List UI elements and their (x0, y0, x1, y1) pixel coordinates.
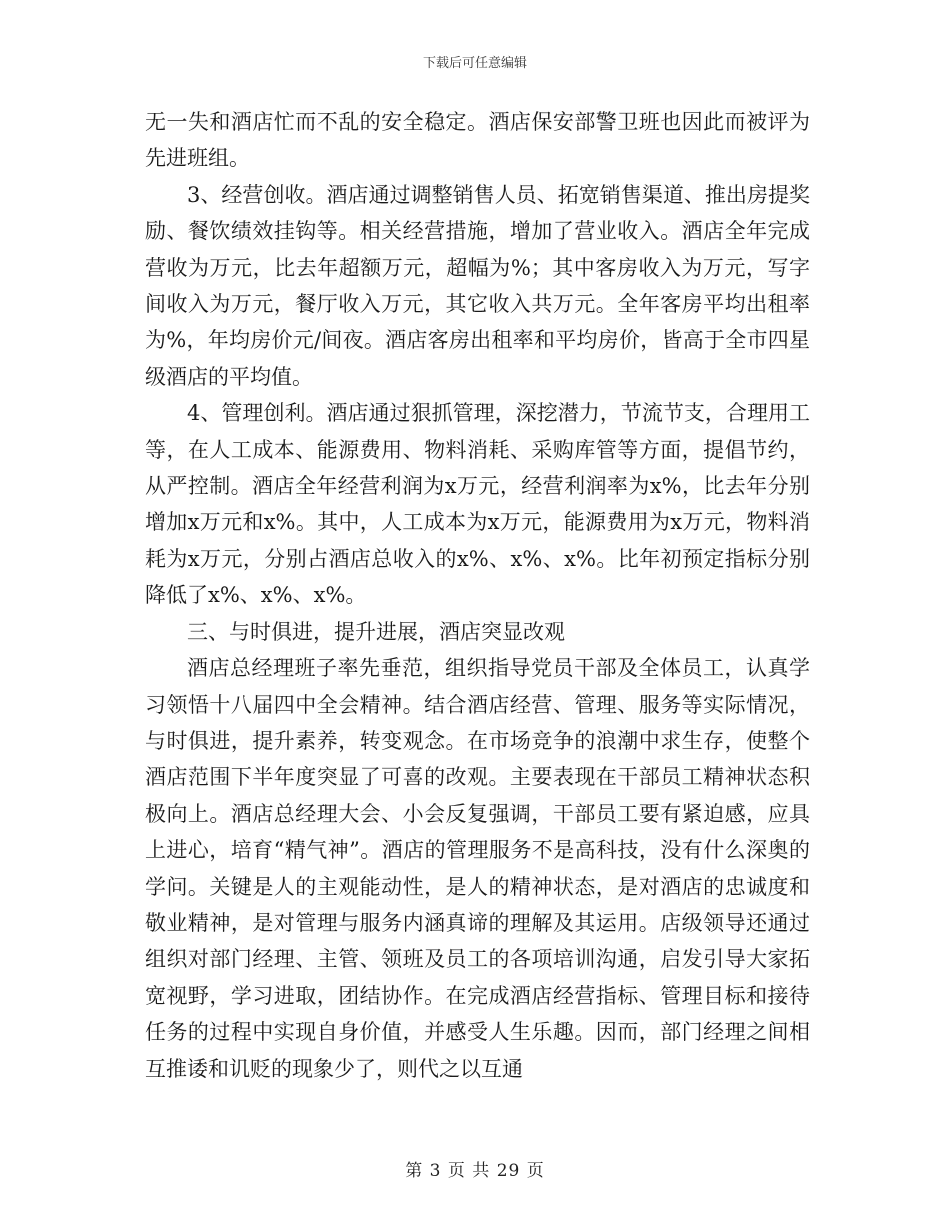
page-number-footer: 第 3 页 共 29 页 (405, 1161, 545, 1181)
page-header: 下载后可任意编辑 (422, 56, 527, 71)
paragraph-security-continued: 无一失和酒店忙而不乱的安全稳定。酒店保安部警卫班也因此而被评为先进班组。 (145, 110, 810, 171)
paragraph-management-change: 酒店总经理班子率先垂范，组织指导党员干部及全体员工，认真学习领悟十八届四中全会精神。结合酒店经营、管理、服务等实际情况，与时俱进，提升素养，转变观念。在市场竞争的浪潮中求生存，使整个酒店范围下半年度突显了可喜的改观。主要表现在干部员工精神状态积极向上。酒店总经理大会、小会反复强调，干部员工要有紧迫感，应具上进心，培育“精气神”。酒店的管理服务不是高科技，没有什么深奥的学问。关键是人的主观能动性，是人的精神状态，是对酒店的忠诚度和敬业精神，是对管理与服务内涵真谛的理解及其运用。店级领导还通过组织对部门经理、主管、领班及员工的各项培训沟通，启发引导大家拓宽视野，学习进取，团结协作。在完成酒店经营指标、管理目标和接待任务的过程中实现自身价值，并感受人生乐趣。因而，部门经理之间相互推诿和讥贬的现象少了，则代之以互通 (145, 656, 810, 1081)
paragraph-profit: 4、管理创利。酒店通过狠抓管理，深挖潜力，节流节支，合理用工等，在人工成本、能源费用、物料消耗、采购库管等方面，提倡节约，从严控制。酒店全年经营利润为x万元，经营利润率为x%，比去年分别增加x万元和x%。其中，人工成本为x万元，能源费用为x万元，物料消耗为x万元，分别占酒店总收入的x%、x%、x%。比年初预定指标分别降低了x%、x%、x%。 (145, 401, 810, 608)
document-body (145, 104, 810, 1087)
section-heading-three: 三、与时俱进，提升进展，酒店突显改观 (187, 619, 565, 644)
paragraph-revenue: 3、经营创收。酒店通过调整销售人员、拓宽销售渠道、推出房提奖励、餐饮绩效挂钩等。相关经营措施，增加了营业收入。酒店全年完成营收为万元，比去年超额万元，超幅为%；其中客房收入为万元，写字间收入为万元，餐厅收入万元，其它收入共万元。全年客房平均出租率为%，年均房价元/间夜。酒店客房出租率和平均房价，皆高于全市四星级酒店的平均值。 (145, 182, 810, 389)
